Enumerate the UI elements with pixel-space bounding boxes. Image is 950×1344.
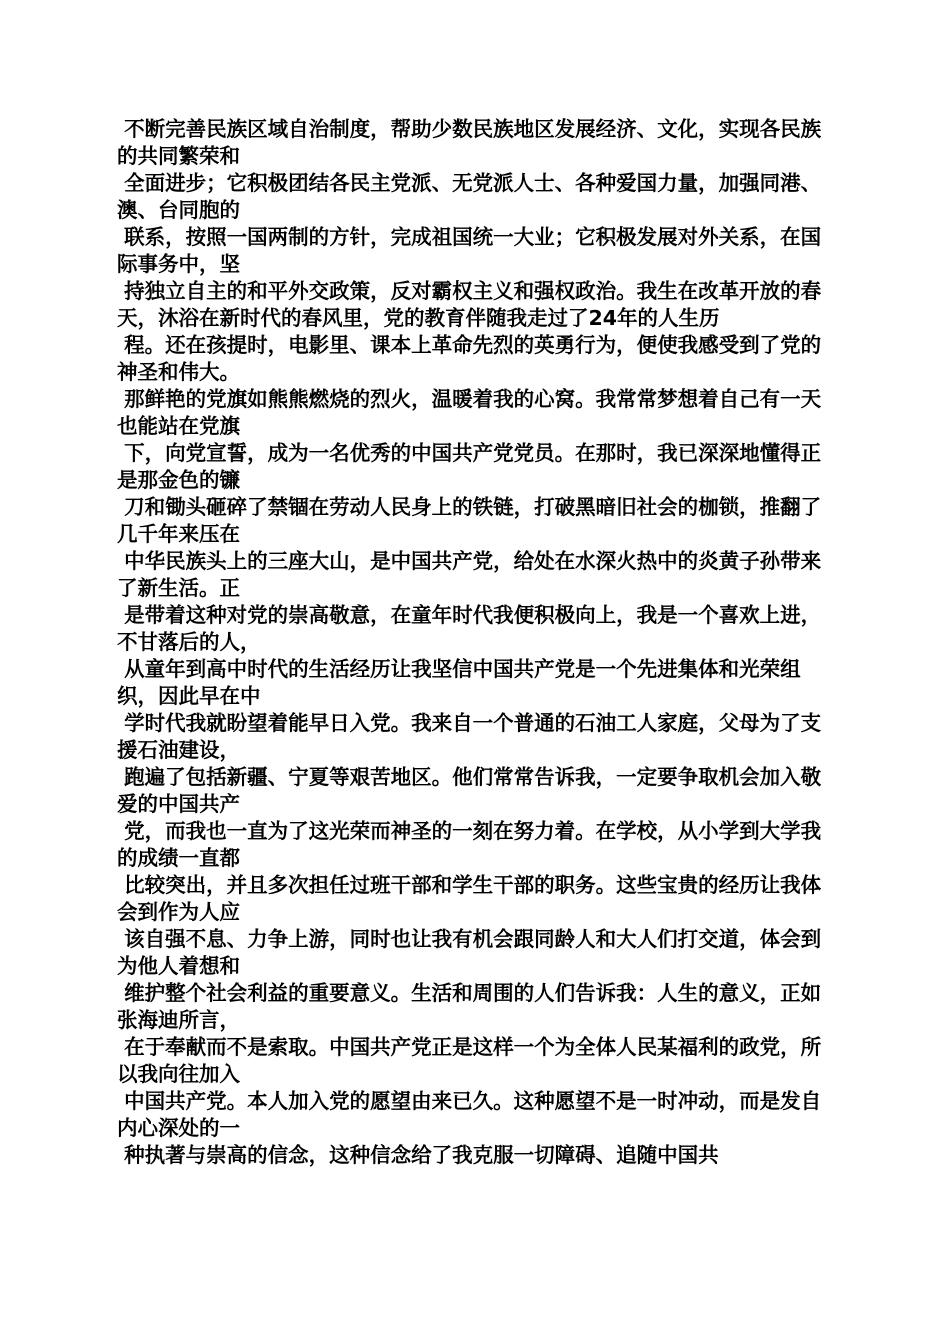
paragraph: 联系，按照一国两制的方针，完成祖国统一大业；它积极发展对外关系，在国际事务中，坚 xyxy=(117,225,822,276)
paragraph: 中华民族头上的三座大山，是中国共产党，给处在水深火热中的炎黄子孙带来了新生活。正 xyxy=(117,549,822,600)
paragraph: 程。还在孩提时，电影里、课本上革命先烈的英勇行为，便使我感受到了党的神圣和伟大。 xyxy=(117,333,822,384)
paragraph: 是带着这种对党的崇高敬意，在童年时代我便积极向上，我是一个喜欢上进，不甘落后的人， xyxy=(117,603,822,654)
paragraph: 在于奉献而不是索取。中国共产党正是这样一个为全体人民某福利的政党，所以我向往加入 xyxy=(117,1035,822,1086)
paragraph: 全面进步；它积极团结各民主党派、无党派人士、各种爱国力量，加强同港、澳、台同胞的 xyxy=(117,171,822,222)
paragraph: 该自强不息、力争上游，同时也让我有机会跟同龄人和大人们打交道，体会到为他人着想和 xyxy=(117,927,822,978)
paragraph: 那鲜艳的党旗如熊熊燃烧的烈火，温暖着我的心窝。我常常梦想着自己有一天也能站在党旗 xyxy=(117,387,822,438)
paragraph: 维护整个社会利益的重要意义。生活和周围的人们告诉我：人生的意义，正如张海迪所言， xyxy=(117,981,822,1032)
paragraph: 党，而我也一直为了这光荣而神圣的一刻在努力着。在学校，从小学到大学我的成绩一直都 xyxy=(117,819,822,870)
paragraph: 不断完善民族区域自治制度，帮助少数民族地区发展经济、文化，实现各民族的共同繁荣和 xyxy=(117,117,822,168)
paragraph: 刀和锄头砸碎了禁锢在劳动人民身上的铁链，打破黑暗旧社会的枷锁，推翻了几千年来压在 xyxy=(117,495,822,546)
paragraph: 从童年到高中时代的生活经历让我坚信中国共产党是一个先进集体和光荣组织，因此早在中 xyxy=(117,657,801,708)
paragraph: 中国共产党。本人加入党的愿望由来已久。这种愿望不是一时冲动，而是发自内心深处的一 xyxy=(117,1089,822,1140)
paragraph: 种执著与崇高的信念，这种信念给了我克服一切障碍、追随中国共 xyxy=(117,1143,719,1167)
paragraph: 比较突出，并且多次担任过班干部和学生干部的职务。这些宝贵的经历让我体会到作为人应 xyxy=(117,873,822,924)
paragraph: 学时代我就盼望着能早日入党。我来自一个普通的石油工人家庭，父母为了支援石油建设， xyxy=(117,711,822,762)
paragraph: 下，向党宣誓，成为一名优秀的中国共产党党员。在那时，我已深深地懂得正是那金色的镰 xyxy=(117,441,822,492)
document-body xyxy=(117,116,832,1169)
paragraph: 持独立自主的和平外交政策，反对霸权主义和强权政治。我生在改革开放的春天，沐浴在新时代的春风里，党的教育伴随我走过了24年的人生历 xyxy=(117,279,822,330)
paragraph: 跑遍了包括新疆、宁夏等艰苦地区。他们常常告诉我，一定要争取机会加入敬爱的中国共产 xyxy=(117,765,822,816)
